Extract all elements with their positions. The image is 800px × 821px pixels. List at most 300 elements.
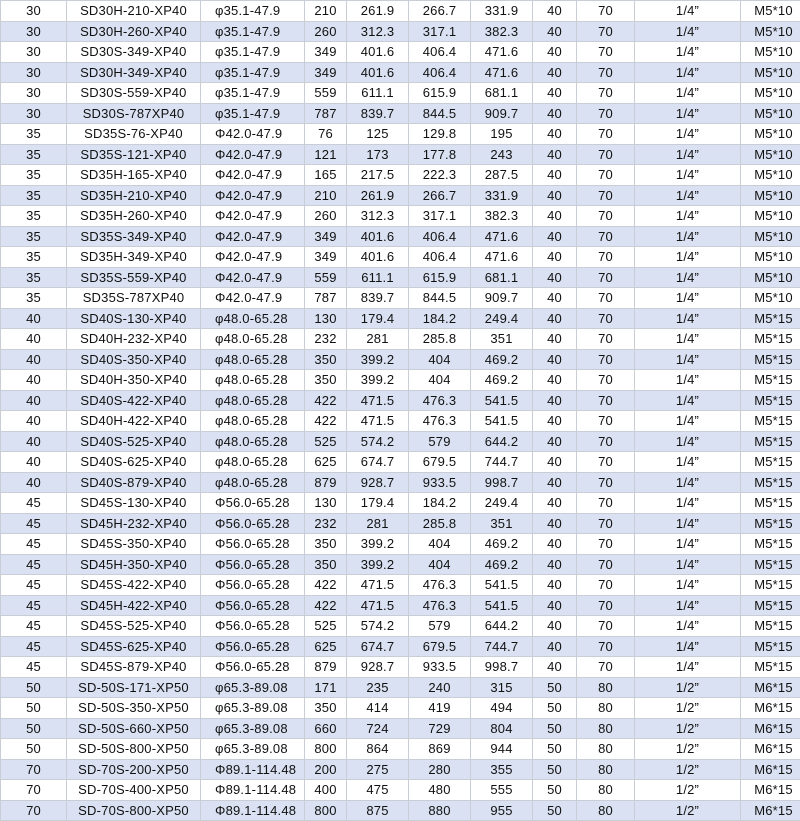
length-a-cell: 261.9	[347, 185, 409, 206]
diameter-cell: φ48.0-65.28	[201, 472, 305, 493]
height-cell: 70	[577, 144, 635, 165]
thread-cell: 1/4”	[635, 21, 741, 42]
screw-cell: M5*10	[741, 247, 800, 268]
width-cell: 50	[533, 800, 577, 821]
model-cell: SD40H-422-XP40	[67, 411, 201, 432]
table-row	[1, 411, 800, 432]
height-cell: 70	[577, 165, 635, 186]
table-row	[1, 103, 800, 124]
thread-cell: 1/4”	[635, 472, 741, 493]
length-a-cell: 574.2	[347, 616, 409, 637]
model-cell: SD-70S-800-XP50	[67, 800, 201, 821]
diameter-cell: Φ42.0-47.9	[201, 247, 305, 268]
table-row	[1, 472, 800, 493]
diameter-cell: φ35.1-47.9	[201, 1, 305, 22]
screw-cell: M6*15	[741, 698, 800, 719]
width-cell: 40	[533, 472, 577, 493]
width-cell: 40	[533, 185, 577, 206]
thread-cell: 1/4”	[635, 493, 741, 514]
diameter-cell: Φ56.0-65.28	[201, 657, 305, 678]
length-c-cell: 541.5	[471, 390, 533, 411]
thread-cell: 1/2”	[635, 718, 741, 739]
length-a-cell: 674.7	[347, 636, 409, 657]
stroke-cell: 350	[305, 554, 347, 575]
stroke-cell: 800	[305, 800, 347, 821]
length-a-cell: 401.6	[347, 247, 409, 268]
length-c-cell: 243	[471, 144, 533, 165]
screw-cell: M5*10	[741, 226, 800, 247]
size-cell: 30	[1, 83, 67, 104]
length-c-cell: 998.7	[471, 472, 533, 493]
length-c-cell: 195	[471, 124, 533, 145]
size-cell: 40	[1, 452, 67, 473]
screw-cell: M5*10	[741, 185, 800, 206]
screw-cell: M5*15	[741, 493, 800, 514]
width-cell: 40	[533, 411, 577, 432]
size-cell: 50	[1, 698, 67, 719]
diameter-cell: φ65.3-89.08	[201, 698, 305, 719]
length-a-cell: 724	[347, 718, 409, 739]
height-cell: 70	[577, 390, 635, 411]
screw-cell: M5*10	[741, 1, 800, 22]
length-a-cell: 261.9	[347, 1, 409, 22]
length-b-cell: 844.5	[409, 103, 471, 124]
length-c-cell: 555	[471, 780, 533, 801]
size-cell: 35	[1, 267, 67, 288]
model-cell: SD35S-121-XP40	[67, 144, 201, 165]
thread-cell: 1/4”	[635, 616, 741, 637]
stroke-cell: 210	[305, 1, 347, 22]
size-cell: 35	[1, 124, 67, 145]
table-row	[1, 21, 800, 42]
stroke-cell: 350	[305, 534, 347, 555]
length-b-cell: 406.4	[409, 42, 471, 63]
diameter-cell: φ35.1-47.9	[201, 83, 305, 104]
length-a-cell: 173	[347, 144, 409, 165]
stroke-cell: 625	[305, 636, 347, 657]
length-a-cell: 179.4	[347, 493, 409, 514]
width-cell: 40	[533, 267, 577, 288]
length-c-cell: 249.4	[471, 308, 533, 329]
height-cell: 80	[577, 718, 635, 739]
table-row	[1, 124, 800, 145]
model-cell: SD45S-350-XP40	[67, 534, 201, 555]
screw-cell: M5*10	[741, 21, 800, 42]
height-cell: 70	[577, 554, 635, 575]
model-cell: SD35S-349-XP40	[67, 226, 201, 247]
size-cell: 50	[1, 739, 67, 760]
stroke-cell: 879	[305, 472, 347, 493]
length-b-cell: 266.7	[409, 185, 471, 206]
thread-cell: 1/4”	[635, 62, 741, 83]
size-cell: 50	[1, 677, 67, 698]
height-cell: 70	[577, 616, 635, 637]
model-cell: SD45H-350-XP40	[67, 554, 201, 575]
stroke-cell: 121	[305, 144, 347, 165]
width-cell: 40	[533, 575, 577, 596]
model-cell: SD30S-349-XP40	[67, 42, 201, 63]
height-cell: 80	[577, 677, 635, 698]
diameter-cell: φ65.3-89.08	[201, 677, 305, 698]
diameter-cell: φ65.3-89.08	[201, 718, 305, 739]
length-c-cell: 469.2	[471, 370, 533, 391]
length-a-cell: 281	[347, 329, 409, 350]
size-cell: 35	[1, 185, 67, 206]
length-a-cell: 179.4	[347, 308, 409, 329]
height-cell: 70	[577, 62, 635, 83]
table-row	[1, 759, 800, 780]
table-row	[1, 370, 800, 391]
width-cell: 50	[533, 780, 577, 801]
table-row	[1, 42, 800, 63]
size-cell: 45	[1, 534, 67, 555]
height-cell: 70	[577, 185, 635, 206]
table-row	[1, 308, 800, 329]
size-cell: 35	[1, 206, 67, 227]
length-c-cell: 955	[471, 800, 533, 821]
screw-cell: M6*15	[741, 800, 800, 821]
length-b-cell: 615.9	[409, 83, 471, 104]
height-cell: 70	[577, 636, 635, 657]
diameter-cell: Φ56.0-65.28	[201, 616, 305, 637]
height-cell: 70	[577, 431, 635, 452]
length-a-cell: 574.2	[347, 431, 409, 452]
length-a-cell: 275	[347, 759, 409, 780]
screw-cell: M5*15	[741, 616, 800, 637]
model-cell: SD30H-210-XP40	[67, 1, 201, 22]
model-cell: SD35H-260-XP40	[67, 206, 201, 227]
table-row	[1, 780, 800, 801]
height-cell: 70	[577, 370, 635, 391]
height-cell: 70	[577, 575, 635, 596]
model-cell: SD40S-130-XP40	[67, 308, 201, 329]
length-a-cell: 839.7	[347, 288, 409, 309]
thread-cell: 1/4”	[635, 83, 741, 104]
size-cell: 35	[1, 226, 67, 247]
length-c-cell: 644.2	[471, 431, 533, 452]
thread-cell: 1/4”	[635, 411, 741, 432]
length-a-cell: 414	[347, 698, 409, 719]
length-a-cell: 471.5	[347, 411, 409, 432]
thread-cell: 1/4”	[635, 575, 741, 596]
stroke-cell: 232	[305, 513, 347, 534]
stroke-cell: 350	[305, 370, 347, 391]
screw-cell: M5*15	[741, 636, 800, 657]
size-cell: 45	[1, 554, 67, 575]
size-cell: 45	[1, 575, 67, 596]
size-cell: 35	[1, 288, 67, 309]
height-cell: 70	[577, 83, 635, 104]
model-cell: SD35S-559-XP40	[67, 267, 201, 288]
length-b-cell: 476.3	[409, 595, 471, 616]
table-row	[1, 226, 800, 247]
stroke-cell: 210	[305, 185, 347, 206]
length-b-cell: 869	[409, 739, 471, 760]
height-cell: 70	[577, 513, 635, 534]
height-cell: 70	[577, 267, 635, 288]
length-a-cell: 399.2	[347, 349, 409, 370]
stroke-cell: 260	[305, 21, 347, 42]
length-b-cell: 129.8	[409, 124, 471, 145]
table-row	[1, 329, 800, 350]
length-a-cell: 125	[347, 124, 409, 145]
table-row	[1, 206, 800, 227]
screw-cell: M6*15	[741, 739, 800, 760]
length-b-cell: 280	[409, 759, 471, 780]
thread-cell: 1/4”	[635, 267, 741, 288]
diameter-cell: Φ56.0-65.28	[201, 554, 305, 575]
width-cell: 40	[533, 493, 577, 514]
thread-cell: 1/4”	[635, 165, 741, 186]
length-b-cell: 679.5	[409, 636, 471, 657]
height-cell: 80	[577, 739, 635, 760]
model-cell: SD40S-625-XP40	[67, 452, 201, 473]
stroke-cell: 422	[305, 575, 347, 596]
length-b-cell: 480	[409, 780, 471, 801]
screw-cell: M5*15	[741, 308, 800, 329]
table-row	[1, 431, 800, 452]
width-cell: 40	[533, 165, 577, 186]
thread-cell: 1/4”	[635, 103, 741, 124]
width-cell: 40	[533, 21, 577, 42]
length-a-cell: 217.5	[347, 165, 409, 186]
diameter-cell: Φ42.0-47.9	[201, 165, 305, 186]
model-cell: SD30S-787XP40	[67, 103, 201, 124]
length-a-cell: 235	[347, 677, 409, 698]
table-row	[1, 144, 800, 165]
length-a-cell: 875	[347, 800, 409, 821]
length-a-cell: 864	[347, 739, 409, 760]
thread-cell: 1/4”	[635, 206, 741, 227]
size-cell: 40	[1, 390, 67, 411]
screw-cell: M5*15	[741, 657, 800, 678]
table-row	[1, 595, 800, 616]
size-cell: 70	[1, 780, 67, 801]
length-b-cell: 406.4	[409, 226, 471, 247]
size-cell: 40	[1, 329, 67, 350]
height-cell: 70	[577, 329, 635, 350]
length-b-cell: 317.1	[409, 206, 471, 227]
length-c-cell: 998.7	[471, 657, 533, 678]
length-c-cell: 471.6	[471, 247, 533, 268]
thread-cell: 1/2”	[635, 739, 741, 760]
stroke-cell: 232	[305, 329, 347, 350]
stroke-cell: 349	[305, 247, 347, 268]
stroke-cell: 350	[305, 698, 347, 719]
screw-cell: M6*15	[741, 780, 800, 801]
table-row	[1, 452, 800, 473]
length-a-cell: 674.7	[347, 452, 409, 473]
length-a-cell: 401.6	[347, 62, 409, 83]
length-b-cell: 404	[409, 349, 471, 370]
model-cell: SD40S-525-XP40	[67, 431, 201, 452]
height-cell: 70	[577, 308, 635, 329]
width-cell: 40	[533, 288, 577, 309]
diameter-cell: φ65.3-89.08	[201, 739, 305, 760]
model-cell: SD-70S-400-XP50	[67, 780, 201, 801]
screw-cell: M5*10	[741, 62, 800, 83]
length-a-cell: 471.5	[347, 390, 409, 411]
size-cell: 40	[1, 411, 67, 432]
model-cell: SD40S-879-XP40	[67, 472, 201, 493]
length-c-cell: 469.2	[471, 349, 533, 370]
table-row	[1, 513, 800, 534]
length-b-cell: 844.5	[409, 288, 471, 309]
screw-cell: M5*15	[741, 554, 800, 575]
stroke-cell: 130	[305, 493, 347, 514]
size-cell: 40	[1, 308, 67, 329]
stroke-cell: 800	[305, 739, 347, 760]
length-c-cell: 351	[471, 513, 533, 534]
diameter-cell: Φ42.0-47.9	[201, 185, 305, 206]
diameter-cell: Φ42.0-47.9	[201, 288, 305, 309]
length-b-cell: 285.8	[409, 329, 471, 350]
width-cell: 40	[533, 452, 577, 473]
stroke-cell: 525	[305, 616, 347, 637]
height-cell: 70	[577, 124, 635, 145]
size-cell: 35	[1, 247, 67, 268]
thread-cell: 1/4”	[635, 534, 741, 555]
screw-cell: M5*10	[741, 42, 800, 63]
diameter-cell: φ48.0-65.28	[201, 390, 305, 411]
length-c-cell: 804	[471, 718, 533, 739]
size-cell: 40	[1, 431, 67, 452]
thread-cell: 1/4”	[635, 452, 741, 473]
screw-cell: M5*15	[741, 411, 800, 432]
length-c-cell: 287.5	[471, 165, 533, 186]
stroke-cell: 130	[305, 308, 347, 329]
height-cell: 70	[577, 534, 635, 555]
width-cell: 40	[533, 308, 577, 329]
length-b-cell: 476.3	[409, 575, 471, 596]
model-cell: SD35H-165-XP40	[67, 165, 201, 186]
screw-cell: M5*15	[741, 329, 800, 350]
height-cell: 80	[577, 800, 635, 821]
table-row	[1, 718, 800, 739]
width-cell: 40	[533, 247, 577, 268]
length-c-cell: 541.5	[471, 595, 533, 616]
size-cell: 30	[1, 103, 67, 124]
stroke-cell: 559	[305, 267, 347, 288]
table-row	[1, 616, 800, 637]
thread-cell: 1/2”	[635, 759, 741, 780]
thread-cell: 1/4”	[635, 657, 741, 678]
model-cell: SD40S-350-XP40	[67, 349, 201, 370]
model-cell: SD40H-232-XP40	[67, 329, 201, 350]
width-cell: 40	[533, 206, 577, 227]
width-cell: 40	[533, 226, 577, 247]
diameter-cell: φ35.1-47.9	[201, 103, 305, 124]
height-cell: 70	[577, 206, 635, 227]
model-cell: SD-70S-200-XP50	[67, 759, 201, 780]
model-cell: SD35H-349-XP40	[67, 247, 201, 268]
width-cell: 40	[533, 83, 577, 104]
length-a-cell: 401.6	[347, 42, 409, 63]
length-b-cell: 880	[409, 800, 471, 821]
stroke-cell: 400	[305, 780, 347, 801]
length-b-cell: 933.5	[409, 472, 471, 493]
length-c-cell: 331.9	[471, 185, 533, 206]
thread-cell: 1/4”	[635, 431, 741, 452]
length-b-cell: 404	[409, 534, 471, 555]
length-b-cell: 184.2	[409, 308, 471, 329]
length-c-cell: 744.7	[471, 636, 533, 657]
table-row	[1, 534, 800, 555]
length-b-cell: 476.3	[409, 390, 471, 411]
model-cell: SD40H-350-XP40	[67, 370, 201, 391]
diameter-cell: Φ42.0-47.9	[201, 267, 305, 288]
diameter-cell: φ48.0-65.28	[201, 308, 305, 329]
table-row	[1, 677, 800, 698]
screw-cell: M5*15	[741, 349, 800, 370]
width-cell: 40	[533, 329, 577, 350]
table-row	[1, 800, 800, 821]
height-cell: 80	[577, 759, 635, 780]
size-cell: 35	[1, 144, 67, 165]
height-cell: 70	[577, 657, 635, 678]
height-cell: 70	[577, 493, 635, 514]
length-b-cell: 317.1	[409, 21, 471, 42]
length-c-cell: 355	[471, 759, 533, 780]
length-c-cell: 351	[471, 329, 533, 350]
diameter-cell: Φ42.0-47.9	[201, 226, 305, 247]
stroke-cell: 660	[305, 718, 347, 739]
height-cell: 80	[577, 698, 635, 719]
length-c-cell: 382.3	[471, 21, 533, 42]
screw-cell: M5*10	[741, 103, 800, 124]
stroke-cell: 422	[305, 390, 347, 411]
length-b-cell: 184.2	[409, 493, 471, 514]
size-cell: 45	[1, 493, 67, 514]
length-a-cell: 312.3	[347, 206, 409, 227]
height-cell: 70	[577, 288, 635, 309]
width-cell: 40	[533, 657, 577, 678]
diameter-cell: Φ56.0-65.28	[201, 575, 305, 596]
screw-cell: M5*10	[741, 288, 800, 309]
stroke-cell: 625	[305, 452, 347, 473]
diameter-cell: φ48.0-65.28	[201, 349, 305, 370]
length-c-cell: 681.1	[471, 83, 533, 104]
diameter-cell: Φ56.0-65.28	[201, 636, 305, 657]
table-row	[1, 554, 800, 575]
length-a-cell: 475	[347, 780, 409, 801]
screw-cell: M5*10	[741, 267, 800, 288]
model-cell: SD35H-210-XP40	[67, 185, 201, 206]
model-cell: SD45S-130-XP40	[67, 493, 201, 514]
width-cell: 40	[533, 370, 577, 391]
length-c-cell: 541.5	[471, 575, 533, 596]
thread-cell: 1/4”	[635, 329, 741, 350]
model-cell: SD30S-559-XP40	[67, 83, 201, 104]
thread-cell: 1/4”	[635, 144, 741, 165]
diameter-cell: φ35.1-47.9	[201, 62, 305, 83]
width-cell: 40	[533, 1, 577, 22]
screw-cell: M5*10	[741, 206, 800, 227]
width-cell: 40	[533, 349, 577, 370]
diameter-cell: φ35.1-47.9	[201, 21, 305, 42]
height-cell: 70	[577, 226, 635, 247]
diameter-cell: φ48.0-65.28	[201, 411, 305, 432]
width-cell: 40	[533, 554, 577, 575]
height-cell: 70	[577, 411, 635, 432]
model-cell: SD45S-525-XP40	[67, 616, 201, 637]
height-cell: 70	[577, 21, 635, 42]
length-b-cell: 266.7	[409, 1, 471, 22]
length-a-cell: 471.5	[347, 595, 409, 616]
size-cell: 40	[1, 472, 67, 493]
screw-cell: M5*15	[741, 452, 800, 473]
size-cell: 40	[1, 370, 67, 391]
